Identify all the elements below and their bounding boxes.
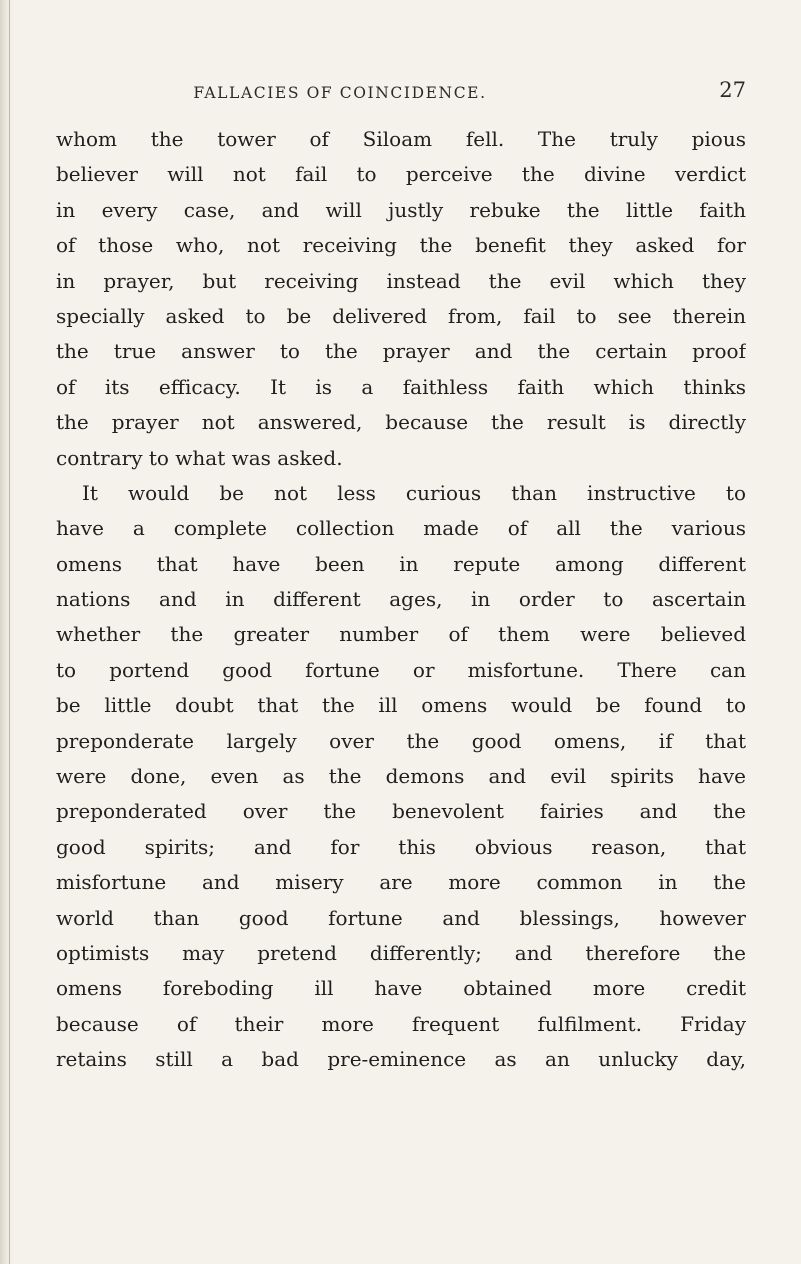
text-line: preponderate largely over the good omens, if that (56, 728, 746, 753)
text-line: in prayer, but receiving instead the evil which they (56, 268, 746, 293)
text-line: world than good fortune and blessings, however (56, 905, 746, 930)
paragraph-end-line: contrary to what was asked. (56, 445, 343, 470)
text-line: the true answer to the prayer and the certain proof (56, 339, 746, 364)
body-text (56, 122, 746, 1078)
text-line: whom the tower of Siloam fell. The truly pious (56, 127, 746, 151)
text-line: believer will not fail to perceive the divine verdict (56, 162, 746, 187)
running-head: FALLACIES OF COINCIDENCE. (193, 84, 487, 102)
text-line: the prayer not answered, because the result is directly (56, 410, 746, 435)
text-line: optimists may pretend differently; and therefore the (56, 940, 746, 965)
text-line: be little doubt that the ill omens would be found to (56, 693, 746, 718)
text-line: have a complete collection made of all the various (56, 516, 746, 541)
text-line: whether the greater number of them were believed (56, 622, 746, 647)
page-gutter-edge (0, 0, 14, 1264)
text-line: nations and in different ages, in order to ascertain (56, 587, 746, 612)
text-line: retains still a bad pre-eminence as an unlucky day, (56, 1047, 746, 1072)
text-line: good spirits; and for this obvious reason, that (56, 834, 746, 859)
text-line: of those who, not receiving the benefit they asked for (56, 233, 746, 258)
paragraph-start-line: It would be not less curious than instructive to (82, 480, 746, 505)
text-line: of its efficacy. It is a faithless faith which thinks (56, 374, 746, 399)
text-line: to portend good fortune or misfortune. There can (56, 657, 746, 682)
text-line: specially asked to be delivered from, fail to see therein (56, 303, 746, 328)
text-line: misfortune and misery are more common in the (56, 870, 746, 895)
text-line: preponderated over the benevolent fairies and the (56, 799, 746, 824)
text-line: omens that have been in repute among different (56, 551, 746, 576)
text-line: were done, even as the demons and evil spirits have (56, 764, 746, 789)
page-number: 27 (719, 78, 746, 102)
text-line: because of their more frequent fulfilment. Friday (56, 1011, 746, 1036)
text-line: omens foreboding ill have obtained more credit (56, 976, 746, 1001)
text-line: in every case, and will justly rebuke the little faith (56, 197, 746, 222)
